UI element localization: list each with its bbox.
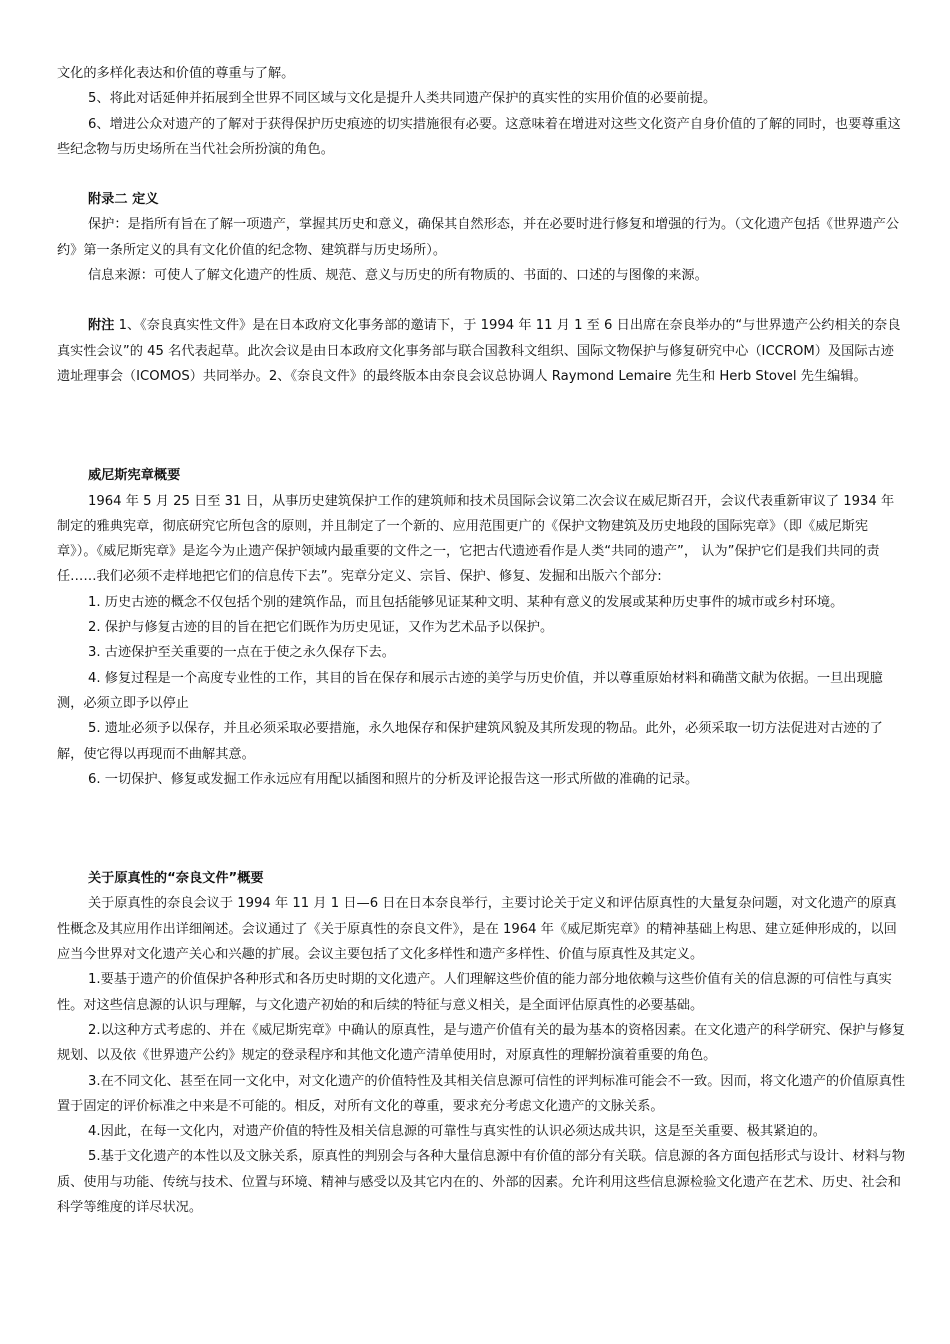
nara-item-4: 4.因此，在每一文化内，对遗产价值的特性及相关信息源的可靠性与真实性的认识必须达成共识，这是至关重要、极其紧迫的。	[88, 1124, 826, 1140]
definition-sources: 信息来源：可使人了解文化遗产的性质、规范、意义与历史的所有物质的、书面的、口述的与图像的来源。	[88, 268, 708, 284]
venice-intro: 1964 年 5 月 25 日至 31 日，从事历史建筑保护工作的建筑师和技术员国际会议第二次会议在威尼斯召开，会议代表重新审议了 1934 年制定的雅典宪章，彻底研究它所包含的原则，并且制定了一个新的、应用范围更广的《保护文物建筑及历史地段的国际宪章》（即《威尼斯宪章》）。《威尼斯宪章》是迄今为止遗产保护领域内最重要的文件之一，它把古代遗迹看作是人类“共同的遗产”， 认为”保护它们是我们共同的责任……我们必须不走样地把它们的信息传下去”。宪章分定义、宗旨、保护、修复、发掘和出版六个部分:	[57, 493, 895, 585]
intro-item-5: 5、将此对话延伸并拓展到全世界不同区域与文化是提升人类共同遗产保护的真实性的实用价值的必要前提。	[88, 91, 717, 107]
definition-protection: 保护：是指所有旨在了解一项遗产，掌握其历史和意义，确保其自然形态，并在必要时进行修复和增强的行为。（文化遗产包括《世界遗产公约》第一条所定义的具有文化价值的纪念物、建筑群与历史场所）。	[57, 217, 900, 258]
nara-title: 关于原真性的“奈良文件”概要	[88, 871, 264, 887]
nara-intro: 关于原真性的奈良会议于 1994 年 11 月 1 日—6 日在日本奈良举行，主要讨论关于定义和评估原真性的大量复杂问题，对文化遗产的原真性概念及其应用作出详细阐述。会议通过了《关于原真性的奈良文件》，是在 1964 年《威尼斯宪章》的精神基础上构思、建立延伸形成的，以回应当今世界对文化遗产关心和兴趣的扩展。会议主要包括了文化多样性和遗产多样性、价值与原真性及其定义。	[57, 896, 897, 963]
venice-item-2: 2. 保护与修复古迹的目的旨在把它们既作为历史见证，又作为艺术品予以保护。	[88, 620, 554, 636]
nara-item-5: 5.基于文化遗产的本性以及文脉关系，原真性的判别会与各种大量信息源中有价值的部分有关联。信息源的各方面包括形式与设计、材料与物质、使用与功能、传统与技术、位置与环境、精神与感受以及其它内在的、外部的因素。允许利用这些信息源检验文化遗产在艺术、历史、社会和科学等维度的详尽状况。	[57, 1149, 906, 1215]
appendix2-title: 附录二 定义	[88, 192, 159, 208]
venice-item-5: 5. 遗址必须予以保存，并且必须采取必要措施，永久地保存和保护建筑风貌及其所发现的物品。此外，必须采取一切方法促进对古迹的了解，使它得以再现而不曲解其意。	[57, 721, 883, 762]
venice-item-1: 1. 历史古迹的概念不仅包括个别的建筑作品，而且包括能够见证某种文明、某种有意义的发展或某种历史事件的城市或乡村环境。	[88, 594, 844, 610]
intro-item-6: 6、增进公众对遗产的了解对于获得保护历史痕迹的切实措施很有必要。这意味着在增进对这些文化资产自身价值的了解的同时，也要尊重这些纪念物与历史场所在当代社会所扮演的角色。	[57, 116, 901, 157]
venice-item-4: 4. 修复过程是一个高度专业性的工作，其目的旨在保存和展示古迹的美学与历史价值，并以尊重原始材料和确凿文献为依据。一旦出现臆测，必须立即予以停止	[57, 670, 883, 711]
venice-title: 威尼斯宪章概要	[88, 468, 181, 484]
note-text: 1、《奈良真实性文件》是在日本政府文化事务部的邀请下，于 1994 年 11 月 1 至 6 日出席在奈良举办的“与世界遗产公约相关的奈良真实性会议”的 45 名代表起草。此次会议是由日本政府文化事务部与联合国教科文组织、国际文物保护与修复研究中心（ICCROM）及国际古迹遗址理事会（ICOMOS）共同举办。2、《奈良文件》的最终版本由奈良会议总协调人 Raymond Lemaire 先生和 Herb Stovel 先生编辑。	[57, 318, 901, 384]
nara-item-3: 3.在不同文化、甚至在同一文化中，对文化遗产的价值特性及其相关信息源可信性的评判标准可能会不一致。因而，将文化遗产的价值原真性置于固定的评价标准之中来是不可能的。相反，对所有文化的尊重，要求充分考虑文化遗产的文脉关系。	[57, 1073, 906, 1114]
note-paragraph	[57, 313, 905, 389]
nara-item-1: 1.要基于遗产的价值保护各种形式和各历史时期的文化遗产。人们理解这些价值的能力部分地依赖与这些价值有关的信息源的可信性与真实性。对这些信息源的认识与理解，与文化遗产初始的和后续的特征与意义相关，是全面评估原真性的必要基础。	[57, 972, 892, 1013]
nara-item-2: 2.以这种方式考虑的、并在《威尼斯宪章》中确认的原真性，是与遗产价值有关的最为基本的资格因素。在文化遗产的科学研究、保护与修复规划、以及依《世界遗产公约》规定的登录程序和其他文化遗产清单使用时，对原真性的理解扮演着重要的角色。	[57, 1022, 906, 1064]
document-body	[57, 61, 905, 1220]
venice-item-6: 6. 一切保护、修复或发掘工作永远应有用配以插图和照片的分析及评论报告这一形式所做的准确的记录。	[88, 771, 699, 787]
venice-item-3: 3. 古迹保护至关重要的一点在于使之永久保存下去。	[88, 645, 395, 661]
note-label: 附注	[88, 318, 115, 334]
intro-paragraph: 文化的多样化表达和价值的尊重与了解。	[57, 66, 295, 81]
